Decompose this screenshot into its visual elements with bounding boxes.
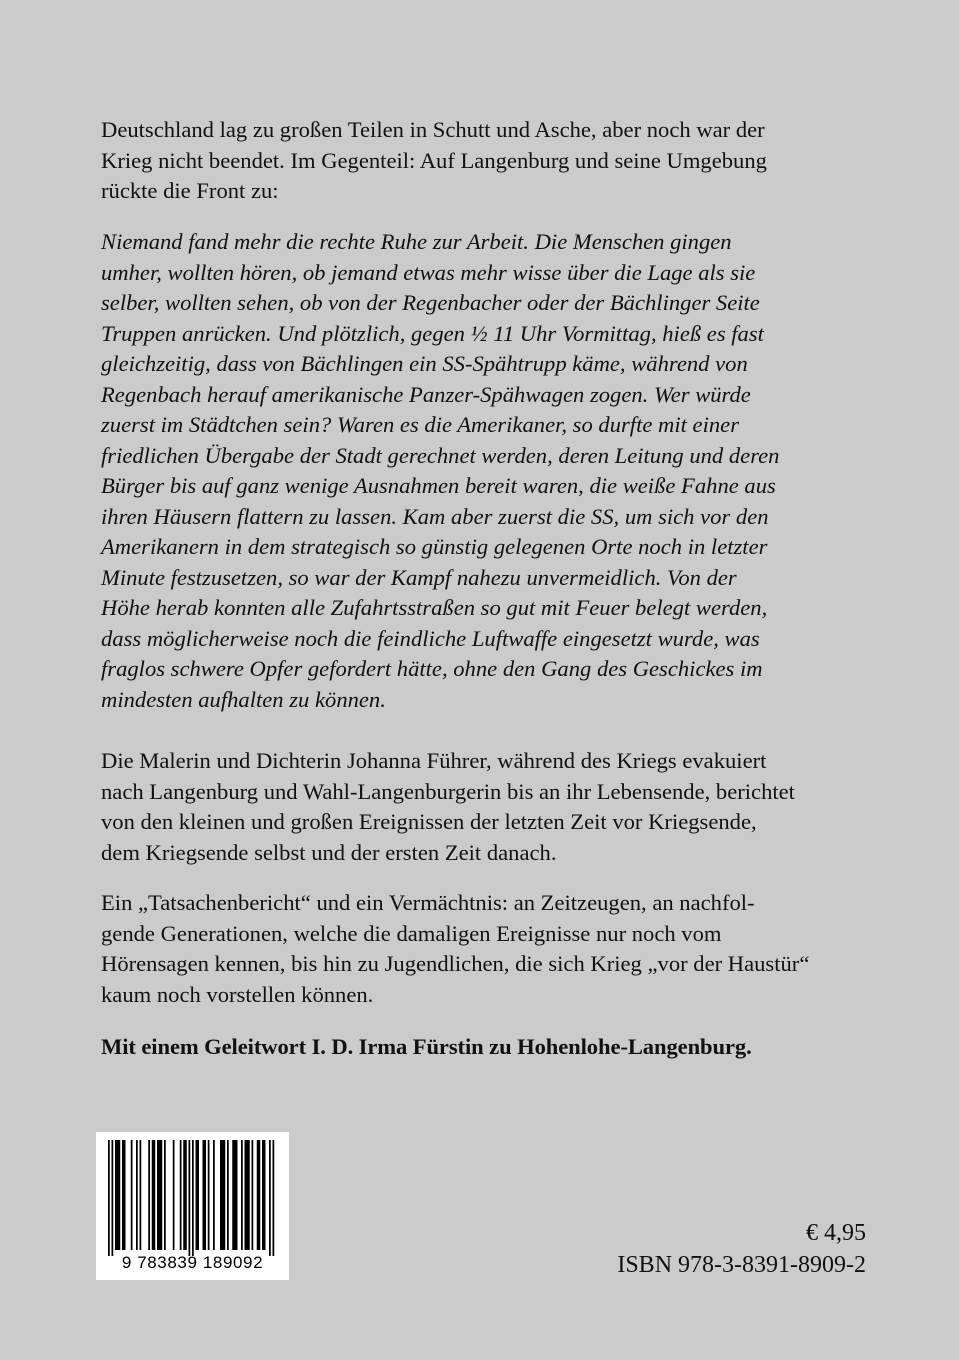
isbn-barcode xyxy=(96,1132,289,1280)
barcode-bar xyxy=(112,1140,114,1256)
legacy-line: Hörensagen kennen, bis hin zu Jugendlichen, die sich Krieg „vor der Haustür“ xyxy=(101,951,810,976)
quote-line: gleichzeitig, dass von Bächlingen ein SS-Spähtrupp käme, während von xyxy=(101,351,748,376)
barcode-bar xyxy=(136,1140,138,1250)
quote-line: mindesten aufhalten zu können. xyxy=(101,686,386,712)
barcode-bar xyxy=(232,1140,237,1250)
barcode-digits: 9 783839 189092 xyxy=(121,1253,264,1272)
barcode-bar xyxy=(196,1140,200,1250)
quote-line: friedlichen Übergabe der Stadt gerechnet werden, deren Leitung und deren xyxy=(101,442,780,468)
quote-line: fraglos schwere Opfer gefordert hätte, ohne den Gang des Geschickes im xyxy=(101,656,763,681)
quote-line: Bürger bis auf ganz wenige Ausnahmen bereit waren, die weiße Fahne aus xyxy=(101,473,776,498)
quote-line: Truppen anrücken. Und plötzlich, gegen ½ 11 Uhr Vormittag, hieß es fast xyxy=(101,320,764,346)
quote-line: Amerikanern in dem strategisch so günstig gelegenen Orte noch in letzter xyxy=(101,534,768,559)
quote-line: zuerst im Städtchen sein? Waren es die Amerikaner, so durfte mit einer xyxy=(101,412,739,437)
barcode-bar xyxy=(148,1140,150,1250)
quote-line: selber, wollten sehen, ob von der Regenbacher oder der Bächlinger Seite xyxy=(101,290,760,315)
intro-paragraph xyxy=(101,115,868,207)
quote-line: dass möglicherweise noch die feindliche Luftwaffe eingesetzt wurde, was xyxy=(101,625,760,651)
barcode-bar xyxy=(189,1140,191,1256)
barcode-bar xyxy=(208,1140,210,1250)
intro-line: rückte die Front zu: xyxy=(101,178,279,203)
legacy-paragraph xyxy=(101,888,868,1010)
barcode-bar xyxy=(203,1140,207,1250)
quote-paragraph xyxy=(101,227,868,715)
barcode-bar xyxy=(183,1140,187,1250)
barcode-bar xyxy=(241,1140,243,1250)
barcode-bar xyxy=(262,1140,266,1250)
barcode-bar xyxy=(164,1140,166,1250)
barcode-bar xyxy=(213,1140,215,1250)
barcode-bar xyxy=(192,1140,194,1256)
barcode-bar xyxy=(122,1140,126,1250)
legacy-line: kaum noch vorstellen können. xyxy=(101,981,374,1007)
barcode-bar xyxy=(152,1140,156,1250)
barcode-bar xyxy=(273,1140,275,1256)
legacy-line: gende Generationen, welche die damaligen Ereignisse nur noch vom xyxy=(101,920,722,946)
foreword-note: Mit einem Geleitwort I. D. Irma Fürstin zu Hohenlohe-Langenburg. xyxy=(101,1034,752,1059)
barcode-bar xyxy=(157,1140,162,1250)
quote-line: ihren Häusern flattern zu lassen. Kam aber zuerst die SS, um sich vor den xyxy=(101,503,769,529)
author-line: von den kleinen und großen Ereignissen der letzten Zeit vor Kriegsende, xyxy=(101,809,757,834)
intro-line: Krieg nicht beendet. Im Gegenteil: Auf Langenburg und seine Umgebung xyxy=(101,147,767,173)
author-line: nach Langenburg und Wahl-Langenburgerin bis an ihr Lebensende, berichtet xyxy=(101,778,795,804)
barcode-bar xyxy=(140,1140,142,1250)
quote-line: umher, wollten hören, ob jemand etwas mehr wisse über die Lage als sie xyxy=(101,259,756,285)
quote-line: Regenbach herauf amerikanische Panzer-Spähwagen zogen. Wer würde xyxy=(101,381,751,407)
barcode-bar xyxy=(173,1140,175,1250)
legacy-line: Ein „Tatsachenbericht“ und ein Vermächtnis: an Zeitzeugen, an nachfol- xyxy=(101,890,755,915)
barcode-bar xyxy=(227,1140,229,1250)
intro-line: Deutschland lag zu großen Teilen in Schutt und Asche, aber noch war der xyxy=(101,117,765,142)
barcode-bar xyxy=(115,1140,120,1250)
author-paragraph xyxy=(101,746,868,868)
price-label: € 4,95 xyxy=(806,1220,866,1246)
barcode-bar xyxy=(269,1140,271,1256)
isbn-label: ISBN 978-3-8391-8909-2 xyxy=(617,1252,866,1278)
author-line: Die Malerin und Dichterin Johanna Führer, während des Kriegs evakuiert xyxy=(101,748,767,773)
author-line: dem Kriegsende selbst und der ersten Zeit danach. xyxy=(101,839,557,865)
barcode-bar xyxy=(257,1140,261,1250)
quote-line: Minute festzusetzen, so war der Kampf nahezu unvermeidlich. Von der xyxy=(101,564,737,590)
barcode-bar xyxy=(180,1140,182,1250)
barcode-bar xyxy=(252,1140,254,1250)
quote-line: Höhe herab konnten alle Zufahrtsstraßen so gut mit Feuer belegt werden, xyxy=(101,595,768,620)
barcode-bar xyxy=(245,1140,250,1250)
barcode-bar xyxy=(108,1140,110,1256)
barcode-bar xyxy=(220,1140,225,1250)
barcode-bar xyxy=(131,1140,133,1250)
quote-line: Niemand fand mehr die rechte Ruhe zur Arbeit. Die Menschen gingen xyxy=(101,229,732,254)
